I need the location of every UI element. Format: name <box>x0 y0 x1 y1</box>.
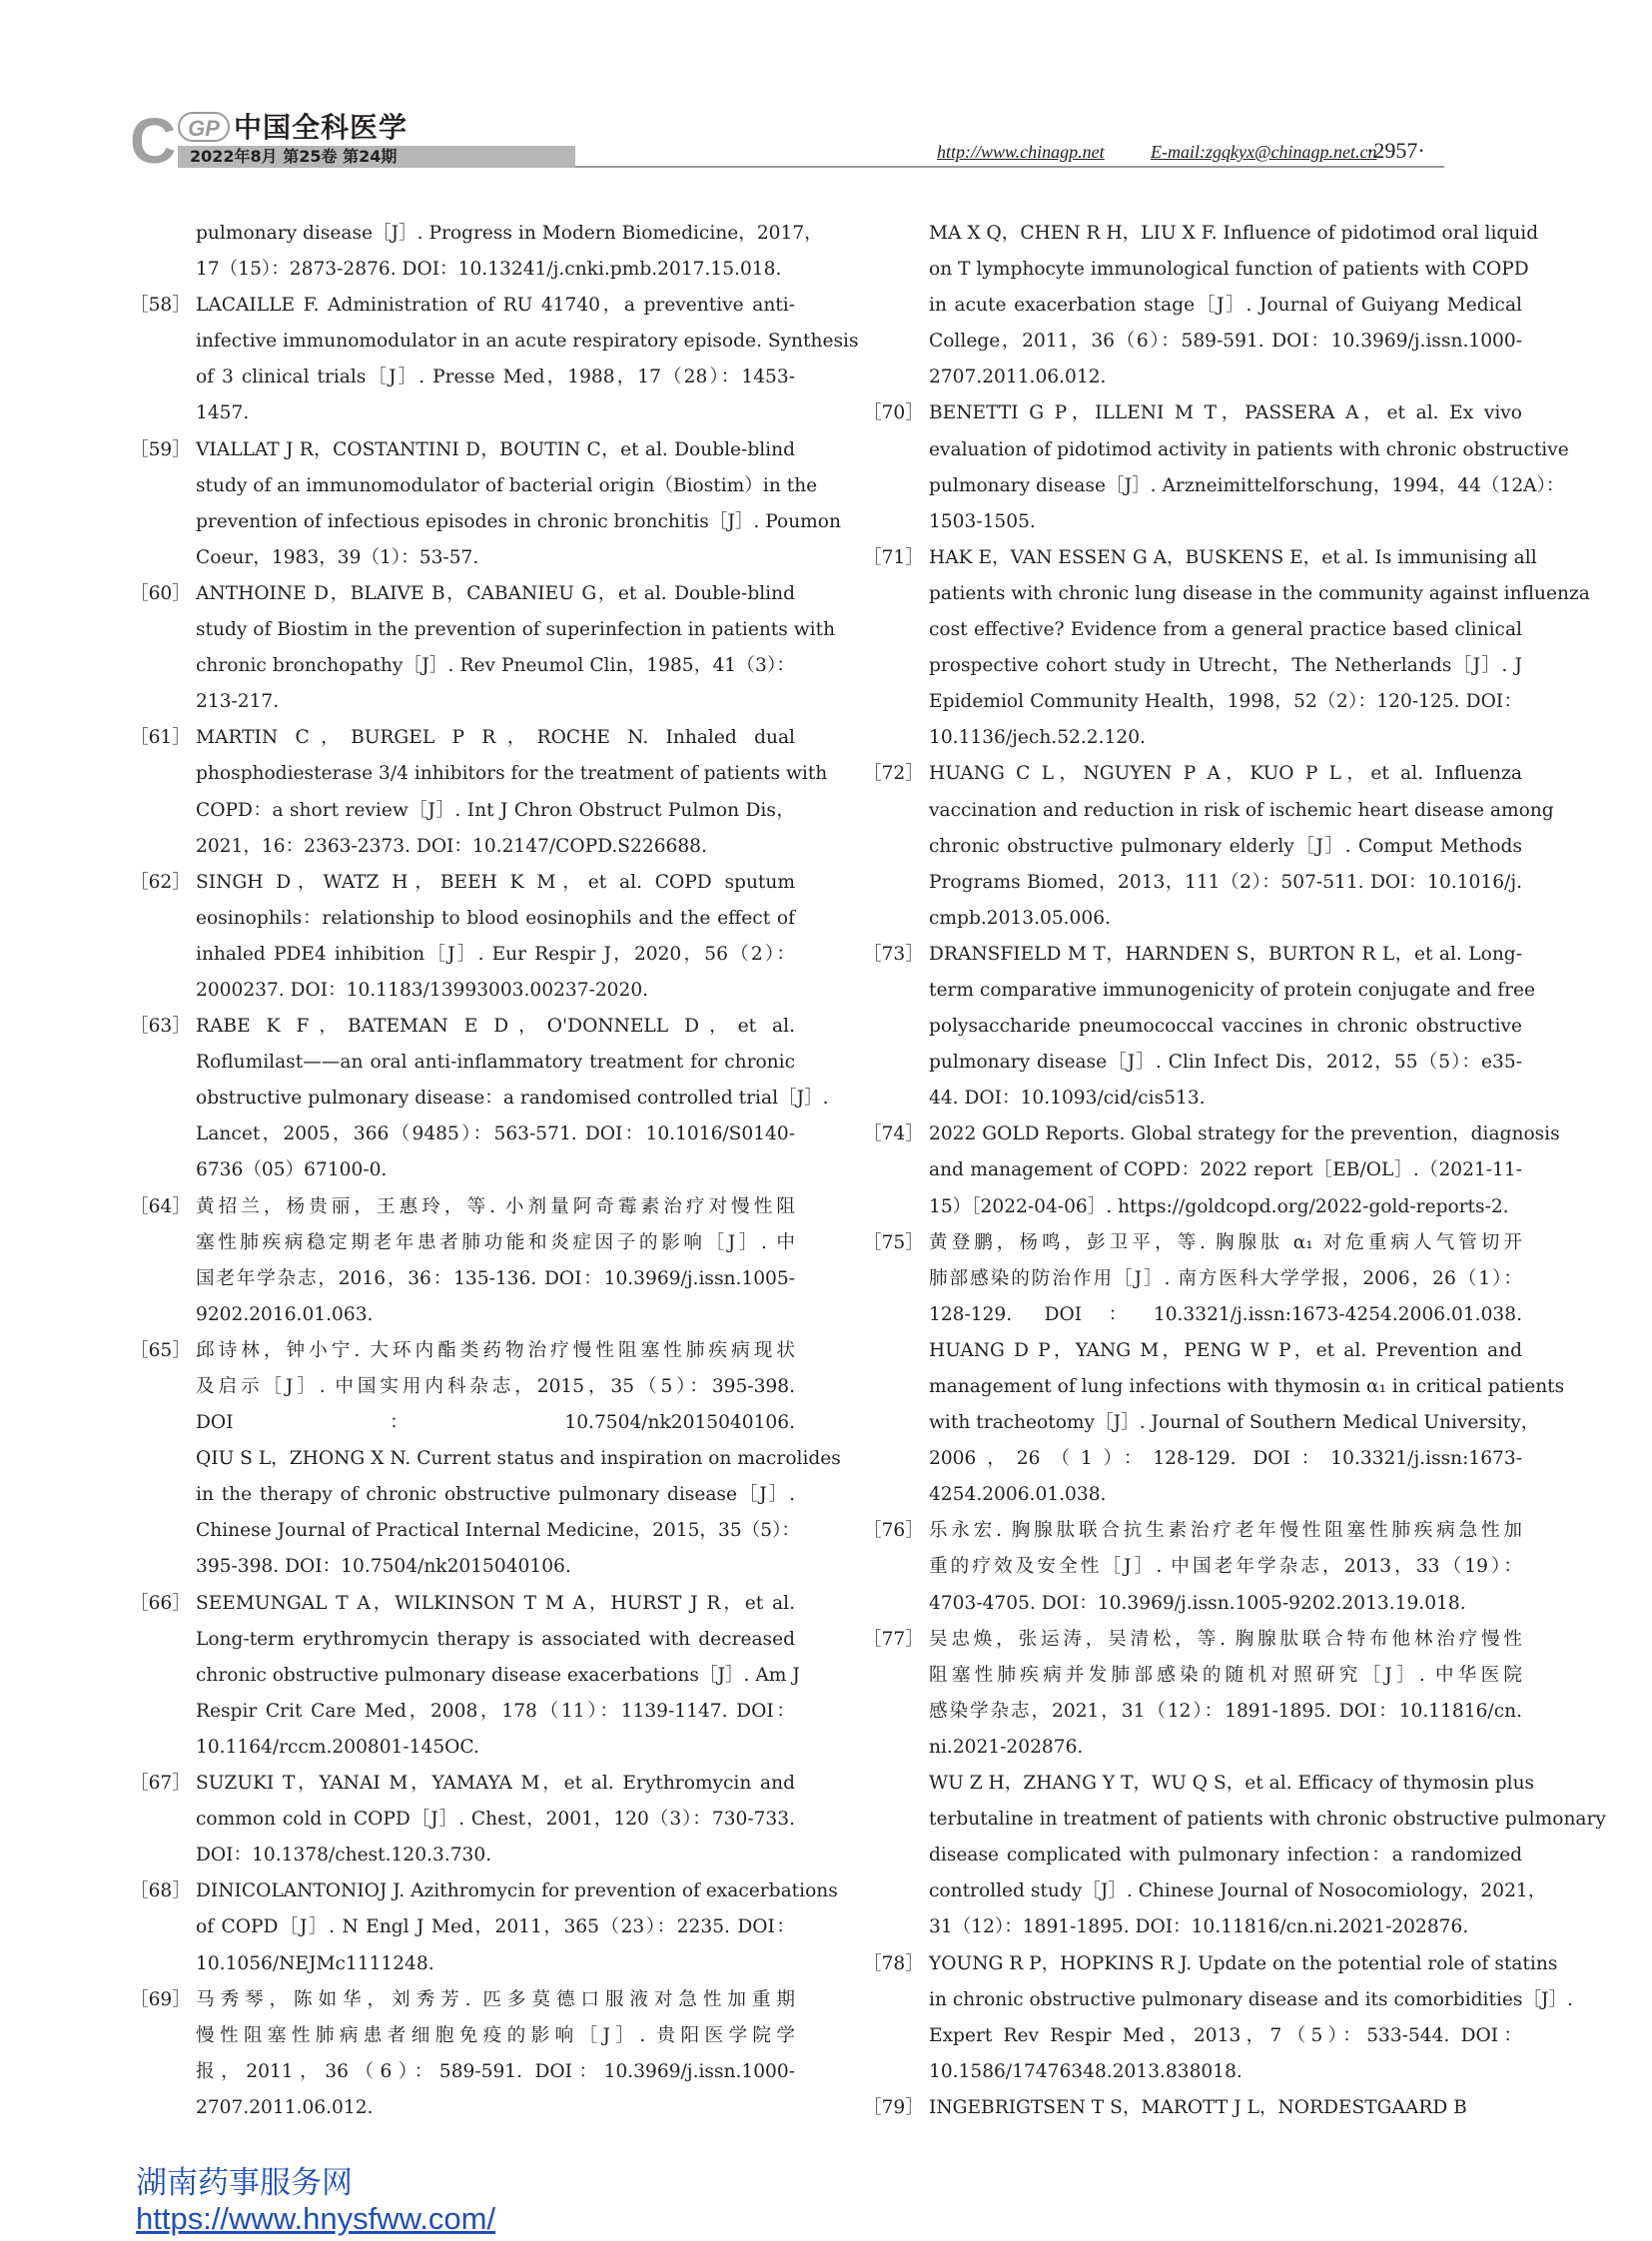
reference-line: Expert Rev Respir Med，2013，7（5）：533-544. DOI： <box>929 2024 1522 2046</box>
reference-number: ［66］ <box>130 1592 191 1614</box>
reference-line: 10.1586/17476348.2013.838018. <box>929 2060 1242 2082</box>
reference-line: in acute exacerbation stage［J］. Journal of Guiyang Medical <box>929 295 1522 317</box>
journal-email-link[interactable]: E-mail:zgqkyx@chinagp.net.cn <box>1151 142 1377 162</box>
reference-line-text: HAK E，VAN ESSEN G A，BUSKENS E，et al. Is immunising all <box>929 546 1537 568</box>
reference-line: pulmonary disease［J］. Clin Infect Dis，2012，55（5）：e35- <box>929 1052 1522 1074</box>
reference-entry <box>130 865 795 1009</box>
reference-entry <box>863 1622 1606 1946</box>
reference-line: in the therapy of chronic obstructive pulmonary disease［J］. <box>196 1484 795 1506</box>
reference-entry <box>130 576 836 720</box>
reference-line-text: DRANSFIELD M T，HARNDEN S，BURTON R L，et al. Long- <box>929 943 1522 965</box>
reference-number: ［63］ <box>130 1016 191 1038</box>
reference-line: 及启示［J］. 中国实用内科杂志，2015，35（5）：395-398. <box>196 1376 795 1397</box>
reference-line: Lancet，2005，366（9485）：563-571. DOI：10.1016/S0140- <box>196 1123 795 1145</box>
reference-line-text: ANTHOINE D，BLAIVE B，CABANIEU G，et al. Double-blind <box>196 582 795 604</box>
reference-entry <box>130 432 841 576</box>
reference-first-line <box>130 1873 838 1909</box>
reference-line: cmpb.2013.05.006. <box>929 907 1111 929</box>
reference-line-text: INGEBRIGTSEN T S，MAROTT J L，NORDESTGAARD B <box>929 2096 1467 2118</box>
reference-line: QIU S L，ZHONG X N. Current status and inspiration on macrolides <box>196 1448 841 1470</box>
reference-line: evaluation of pidotimod activity in patients with chronic obstructive <box>929 438 1569 460</box>
reference-line: infective immunomodulator in an acute respiratory episode. Synthesis <box>196 331 859 353</box>
reference-line: terbutaline in treatment of patients with chronic obstructive pulmonary <box>929 1809 1606 1831</box>
reference-line: 17（15）：2873-2876. DOI：10.13241/j.cnki.pmb.2017.15.018. <box>196 259 782 281</box>
reference-line: with tracheotomy［J］. Journal of Southern Medical University， <box>929 1412 1540 1434</box>
reference-entry <box>863 1513 1522 1621</box>
reference-line: 国老年学杂志，2016，36：135-136. DOI：10.3969/j.issn.1005- <box>196 1267 795 1289</box>
reference-line: study of an immunomodulator of bacterial origin（Biostim）in the <box>196 474 818 496</box>
watermark-text: 湖南药事服务网 <box>136 2165 353 2201</box>
reference-line: 报，2011，36（6）：589-591. DOI：10.3969/j.issn.1000- <box>196 2060 795 2082</box>
reference-number: ［77］ <box>863 1628 924 1650</box>
reference-line: phosphodiesterase 3/4 inhibitors for the treatment of patients with <box>196 763 828 785</box>
reference-line: controlled study［J］. Chinese Journal of Nosocomiology，2021， <box>929 1880 1547 1902</box>
reference-line: 2021，16：2363-2373. DOI：10.2147/COPD.S226688. <box>196 835 707 857</box>
reference-number: ［68］ <box>130 1880 191 1902</box>
reference-line: 4703-4705. DOI：10.3969/j.issn.1005-9202.2013.19.018. <box>929 1592 1466 1614</box>
reference-number: ［71］ <box>863 546 924 568</box>
reference-line: of 3 clinical trials［J］. Presse Med，1988，17（28）：1453- <box>196 367 795 388</box>
reference-line: HUANG D P，YANG M，PENG W P，et al. Prevention and <box>929 1339 1522 1361</box>
reference-entry <box>130 1333 841 1586</box>
reference-entry <box>130 1586 800 1766</box>
reference-line-text: 乐永宏. 胸腺肽联合抗生素治疗老年慢性阻塞性肺疾病急性加 <box>929 1520 1522 1542</box>
reference-entry <box>863 540 1590 757</box>
reference-first-line <box>130 1009 795 1045</box>
reference-first-line <box>863 1117 1560 1152</box>
reference-line-text: SINGH D，WATZ H，BEEH K M，et al. COPD sputum <box>196 871 795 893</box>
reference-line: Roflumilast——an oral anti-inflammatory treatment for chronic <box>196 1052 795 1074</box>
reference-line: on T lymphocyte immunological function of patients with COPD <box>929 259 1529 281</box>
reference-line: 感染学杂志，2021，31（12）：1891-1895. DOI：10.11816/cn. <box>929 1700 1522 1722</box>
reference-first-line <box>130 288 795 324</box>
reference-line: 10.1164/rccm.200801-145OC. <box>196 1736 479 1758</box>
reference-line: of COPD［J］. N Engl J Med，2011，365（23）：2235. DOI： <box>196 1916 795 1938</box>
reference-line: 1457. <box>196 402 250 424</box>
reference-entry <box>863 1117 1560 1224</box>
reference-line: WU Z H，ZHANG Y T，WU Q S，et al. Efficacy of thymosin plus <box>929 1773 1535 1795</box>
reference-line: 395-398. DOI：10.7504/nk2015040106. <box>196 1556 571 1578</box>
reference-line: 重的疗效及安全性［J］. 中国老年学杂志，2013，33（19）： <box>929 1556 1522 1578</box>
reference-line: in chronic obstructive pulmonary disease and its comorbidities［J］. <box>929 1988 1574 2010</box>
reference-line: chronic bronchopathy［J］. Rev Pneumol Clin，1985，41（3）： <box>196 655 795 677</box>
reference-line-text: MARTIN C，BURGEL P R，ROCHE N. Inhaled dual <box>196 727 795 749</box>
reference-line: common cold in COPD［J］. Chest，2001，120（3）：730-733. <box>196 1809 795 1831</box>
reference-line: management of lung infections with thymosin α₁ in critical patients <box>929 1376 1565 1397</box>
reference-line-text: RABE K F，BATEMAN E D，O'DONNELL D，et al. <box>196 1016 795 1038</box>
reference-line: pulmonary disease［J］. Progress in Modern Biomedicine，2017， <box>196 223 823 244</box>
reference-line: polysaccharide pneumococcal vaccines in chronic obstructive <box>929 1016 1522 1038</box>
reference-number: ［65］ <box>130 1339 191 1361</box>
reference-first-line <box>130 720 795 756</box>
reference-number: ［75］ <box>863 1231 924 1253</box>
reference-first-line <box>130 1586 795 1622</box>
reference-line: ni.2021-202876. <box>929 1736 1084 1758</box>
reference-number: ［62］ <box>130 871 191 893</box>
journal-name: 中国全科医学 <box>234 111 409 144</box>
reference-number: ［70］ <box>863 402 924 424</box>
reference-first-line <box>130 576 795 612</box>
reference-line: College，2011，36（6）：589-591. DOI：10.3969/j.issn.1000- <box>929 331 1522 353</box>
reference-entry <box>863 1225 1565 1514</box>
reference-line-text: 黄招兰，杨贵丽，王惠玲，等. 小剂量阿奇霉素治疗对慢性阻 <box>196 1195 795 1217</box>
journal-url-link[interactable]: http://www.chinagp.net <box>937 142 1105 162</box>
reference-line-text: 黄登鹏，杨鸣，彭卫平，等. 胸腺肽 α₁ 对危重病人气管切开 <box>929 1231 1522 1253</box>
reference-line: 2000237. DOI：10.1183/13993003.00237-2020. <box>196 979 649 1001</box>
reference-line-text: 马秀琴，陈如华，刘秀芳. 匹多莫德口服液对急性加重期 <box>196 1988 795 2010</box>
reference-number: ［59］ <box>130 438 191 460</box>
reference-line: prospective cohort study in Utrecht，The Netherlands［J］. J <box>929 655 1522 677</box>
page-header <box>130 105 1444 177</box>
reference-first-line <box>863 1622 1522 1658</box>
reference-line: 9202.2016.01.063. <box>196 1303 374 1325</box>
reference-entry <box>863 2090 1522 2126</box>
reference-line-text: DINICOLANTONIOJ J. Azithromycin for prevention of exacerbations <box>196 1880 838 1902</box>
reference-line: 4254.2006.01.038. <box>929 1484 1107 1506</box>
reference-first-line <box>863 395 1522 431</box>
reference-entry <box>863 1946 1574 2090</box>
reference-line: 44. DOI：10.1093/cid/cis513. <box>929 1088 1206 1110</box>
reference-line: 塞性肺疾病稳定期老年患者肺功能和炎症因子的影响［J］. 中 <box>196 1231 795 1253</box>
reference-entry <box>130 1873 838 1981</box>
reference-number: ［74］ <box>863 1123 924 1145</box>
reference-number: ［73］ <box>863 943 924 965</box>
reference-entry <box>130 1189 795 1333</box>
reference-line: 6736（05）67100-0. <box>196 1159 388 1181</box>
journal-logo-letter: C <box>130 105 177 177</box>
reference-line: 2006，26（1）：128-129. DOI：10.3321/j.issn:1673- <box>929 1448 1522 1470</box>
reference-line-text: 邱诗林，钟小宁. 大环内酯类药物治疗慢性阻塞性肺疾病现状 <box>196 1339 795 1361</box>
reference-line: 1503-1505. <box>929 510 1036 532</box>
reference-line: 阻塞性肺疾病并发肺部感染的随机对照研究［J］. 中华医院 <box>929 1664 1522 1686</box>
reference-line: inhaled PDE4 inhibition［J］. Eur Respir J，2020，56（2）： <box>196 943 795 965</box>
reference-first-line <box>863 2090 1522 2126</box>
reference-entry <box>863 216 1539 395</box>
reference-line: 10.1056/NEJMc1111248. <box>196 1952 434 1974</box>
reference-line: pulmonary disease［J］. Arzneimittelforschung，1994，44（12A）： <box>929 474 1565 496</box>
reference-line: chronic obstructive pulmonary disease exacerbations［J］. Am J <box>196 1664 800 1686</box>
reference-line-text: YOUNG R P，HOPKINS R J. Update on the potential role of statins <box>929 1952 1558 1974</box>
reference-line: chronic obstructive pulmonary elderly［J］. Comput Methods <box>929 835 1522 857</box>
reference-first-line <box>863 1225 1522 1261</box>
reference-line: DOI：10.1378/chest.120.3.730. <box>196 1845 492 1867</box>
reference-line: 128-129. DOI：10.3321/j.issn:1673-4254.2006.01.038. <box>929 1303 1522 1325</box>
reference-line: eosinophils：relationship to blood eosinophils and the effect of <box>196 907 795 929</box>
reference-first-line <box>863 1513 1522 1549</box>
reference-first-line <box>863 1946 1558 1982</box>
reference-line: DOI：10.7504/nk2015040106. <box>196 1412 795 1434</box>
reference-line: MA X Q，CHEN R H，LIU X F. Influence of pidotimod oral liquid <box>929 223 1539 244</box>
reference-entry <box>863 395 1569 539</box>
reference-line: cost effective? Evidence from a general practice based clinical <box>929 619 1522 641</box>
reference-line: patients with chronic lung disease in the community against influenza <box>929 582 1590 604</box>
reference-column-right <box>863 216 1606 2126</box>
reference-line: 2707.2011.06.012. <box>196 2096 374 2118</box>
reference-number: ［60］ <box>130 582 191 604</box>
reference-line-text: SEEMUNGAL T A，WILKINSON T M A，HURST J R，et al. <box>196 1592 795 1614</box>
reference-line-text: 2022 GOLD Reports. Global strategy for the prevention，diagnosis <box>929 1123 1560 1145</box>
reference-entry <box>130 1766 795 1873</box>
reference-entry <box>863 756 1554 936</box>
reference-number: ［78］ <box>863 1952 924 1974</box>
reference-line: 肺部感染的防治作用［J］. 南方医科大学学报，2006，26（1）： <box>929 1267 1522 1289</box>
reference-line-text: SUZUKI T，YANAI M，YAMAYA M，et al. Erythromycin and <box>196 1773 795 1795</box>
reference-line: 15）［2022-04-06］. https://goldcopd.org/2022-gold-reports-2. <box>929 1195 1509 1217</box>
reference-line: Epidemiol Community Health，1998，52（2）：120-125. DOI： <box>929 691 1522 713</box>
header-rule <box>575 166 1444 168</box>
reference-number: ［76］ <box>863 1520 924 1542</box>
reference-first-line <box>130 1982 795 2018</box>
watermark-url-link[interactable]: https://www.hnysfww.com/ <box>136 2201 496 2236</box>
reference-number: ［67］ <box>130 1773 191 1795</box>
reference-line: 31（12）：1891-1895. DOI：10.11816/cn.ni.2021-202876. <box>929 1916 1469 1938</box>
reference-line: obstructive pulmonary disease：a randomised controlled trial［J］. <box>196 1088 829 1110</box>
reference-first-line <box>130 865 795 901</box>
reference-line-text: HUANG C L，NGUYEN P A，KUO P L，et al. Influenza <box>929 763 1522 785</box>
reference-number: ［69］ <box>130 1988 191 2010</box>
reference-line: Long-term erythromycin therapy is associated with decreased <box>196 1628 795 1650</box>
reference-number: ［72］ <box>863 763 924 785</box>
reference-entry <box>130 1982 795 2126</box>
reference-line: COPD：a short review［J］. Int J Chron Obstruct Pulmon Dis， <box>196 799 795 821</box>
reference-first-line <box>863 756 1522 792</box>
reference-line: and management of COPD：2022 report［EB/OL］.（2021-11- <box>929 1159 1522 1181</box>
page-number: ·2957· <box>1366 138 1425 163</box>
reference-first-line <box>863 937 1522 973</box>
issue-info: 2022年8月 第25卷 第24期 <box>190 147 398 166</box>
reference-number: ［61］ <box>130 727 191 749</box>
reference-line-text: VIALLAT J R，COSTANTINI D，BOUTIN C，et al. Double-blind <box>196 438 795 460</box>
reference-line-text: BENETTI G P，ILLENI M T，PASSERA A，et al. Ex vivo <box>929 402 1522 424</box>
reference-number: ［64］ <box>130 1195 191 1217</box>
reference-line: Coeur，1983，39（1）：53-57. <box>196 546 479 568</box>
reference-number: ［79］ <box>863 2096 924 2118</box>
reference-line: Chinese Journal of Practical Internal Medicine，2015，35（5）： <box>196 1520 800 1542</box>
reference-entry <box>130 288 859 431</box>
reference-line-text: LACAILLE F. Administration of RU 41740，a preventive anti- <box>196 295 795 317</box>
reference-line: 10.1136/jech.52.2.120. <box>929 727 1146 749</box>
reference-line: term comparative immunogenicity of protein conjugate and free <box>929 979 1536 1001</box>
reference-line: prevention of infectious episodes in chronic bronchitis［J］. Poumon <box>196 510 841 532</box>
reference-line: study of Biostim in the prevention of superinfection in patients with <box>196 619 836 641</box>
reference-line: 2707.2011.06.012. <box>929 367 1107 388</box>
reference-entry <box>130 1009 829 1188</box>
reference-entry <box>863 937 1536 1117</box>
reference-line: disease complicated with pulmonary infection：a randomized <box>929 1845 1522 1867</box>
reference-line: vaccination and reduction in risk of ischemic heart disease among <box>929 799 1554 821</box>
reference-number: ［58］ <box>130 295 191 317</box>
reference-line-text: 吴忠焕，张运涛，吴清松，等. 胸腺肽联合特布他林治疗慢性 <box>929 1628 1522 1650</box>
reference-first-line <box>130 1766 795 1802</box>
reference-line: 213-217. <box>196 691 280 713</box>
reference-first-line <box>863 540 1537 576</box>
reference-first-line <box>130 432 795 468</box>
reference-first-line <box>130 1333 795 1369</box>
reference-line: Respir Crit Care Med，2008，178（11）：1139-1147. DOI： <box>196 1700 795 1722</box>
reference-column-left <box>130 216 859 2126</box>
reference-line: Programs Biomed，2013，111（2）：507-511. DOI：10.1016/j. <box>929 871 1522 893</box>
reference-line: 慢性阻塞性肺病患者细胞免疫的影响［J］. 贵阳医学院学 <box>196 2024 795 2046</box>
reference-first-line <box>130 1189 795 1225</box>
reference-entry <box>130 720 828 864</box>
reference-entry <box>130 216 823 288</box>
journal-logo-badge: GP <box>178 112 230 142</box>
